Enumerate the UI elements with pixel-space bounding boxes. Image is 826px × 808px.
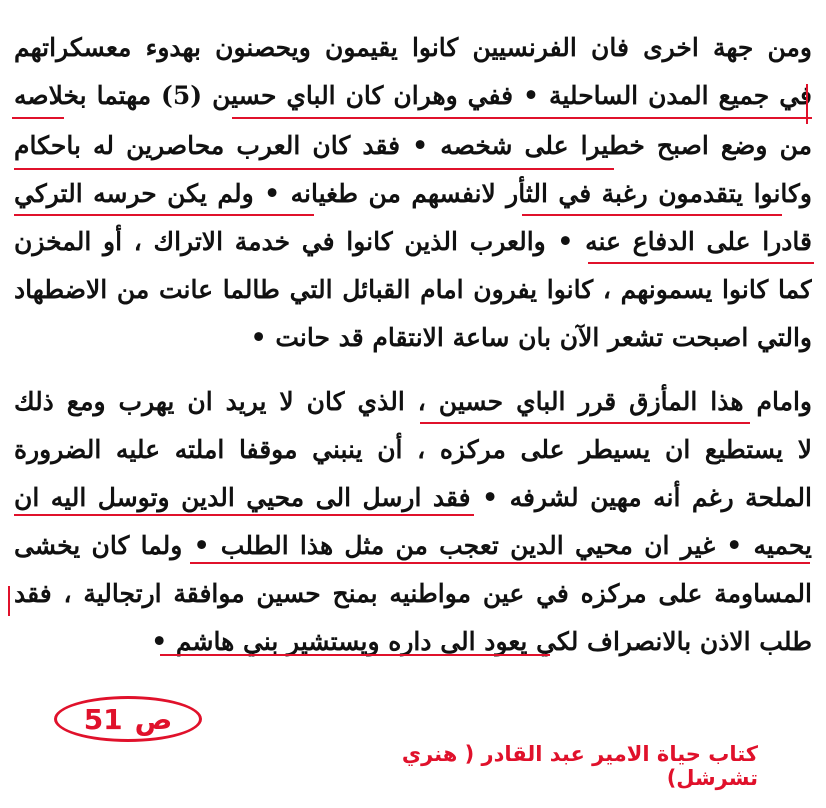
text-line: المساومة على مركزه في عين مواطنيه بمنح حسين موافقة ارتجالية ، فقد <box>14 579 812 608</box>
text-line: يحميه • غير ان محيي الدين تعجب من مثل هذا الطلب • ولما كان يخشى <box>14 531 812 560</box>
highlight-underline <box>190 562 810 564</box>
highlight-underline <box>14 168 614 170</box>
text-line: طلب الاذن بالانصراف لكي يعود الى داره ويستشير بني هاشم • <box>151 627 812 656</box>
highlight-underline <box>14 514 474 516</box>
highlight-underline <box>420 422 750 424</box>
margin-mark <box>8 586 10 616</box>
text-line: لا يستطيع ان يسيطر على مركزه ، أن ينبني موقفا املته عليه الضرورة <box>14 435 812 464</box>
text-line: في جميع المدن الساحلية • ففي وهران كان الباي حسين (5) مهتما بخلاصه <box>14 81 812 110</box>
text-line: ومن جهة اخرى فان الفرنسيين كانوا يقيمون ويحصنون بهدوء معسكراتهم <box>14 33 812 62</box>
highlight-underline <box>14 214 314 216</box>
highlight-underline <box>12 117 64 119</box>
highlight-underline <box>522 214 782 216</box>
highlight-underline <box>232 117 812 119</box>
text-line: وامام هذا المأزق قرر الباي حسين ، الذي كان لا يريد ان يهرب ومع ذلك <box>14 387 812 416</box>
page-number: 51 <box>83 702 123 736</box>
text-line: من وضع اصبح خطيرا على شخصه • فقد كان العرب محاصرين له باحكام <box>14 131 812 160</box>
highlight-underline <box>160 654 550 656</box>
page-number-badge <box>54 696 202 742</box>
text-line: وكانوا يتقدمون رغبة في الثأر لانفسهم من طغيانه • ولم يكن حرسه التركي <box>14 179 812 208</box>
text-line: الملحة رغم أنه مهين لشرفه • فقد ارسل الى محيي الدين وتوسل اليه ان <box>14 483 812 512</box>
text-line: والتي اصبحت تشعر الآن بان ساعة الانتقام قد حانت • <box>250 323 812 352</box>
page-prefix: ص <box>134 702 173 736</box>
highlight-underline <box>588 262 814 264</box>
margin-mark <box>806 84 808 124</box>
source-caption: كتاب حياة الامير عبد القادر ( هنري تشرشل) <box>401 742 758 790</box>
text-line: كما كانوا يسمونهم ، كانوا يفرون امام القبائل التي طالما عانت من الاضطهاد <box>14 275 812 304</box>
text-line: قادرا على الدفاع عنه • والعرب الذين كانوا في خدمة الاتراك ، أو المخزن <box>14 227 812 256</box>
